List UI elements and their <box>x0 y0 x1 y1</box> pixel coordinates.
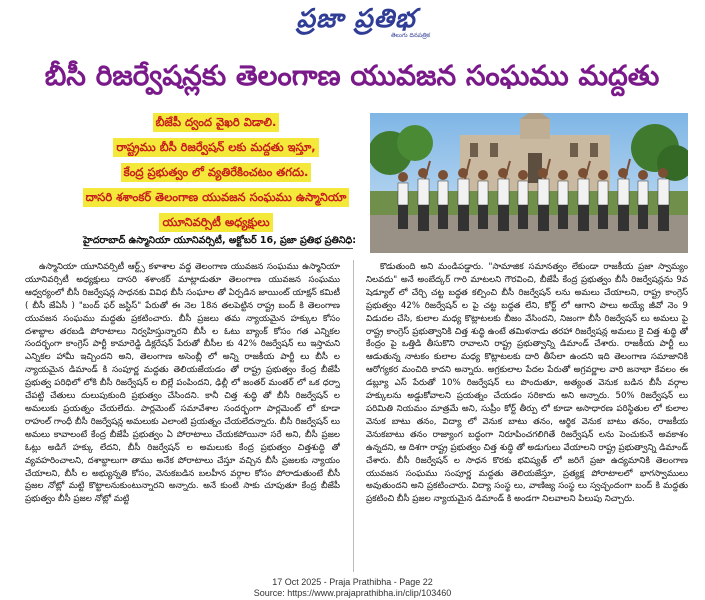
page-footer <box>0 577 705 599</box>
dateline: హైదరాబాద్ ఉస్మానియా యూనివర్సిటీ, అక్టోబర్ 16, ప్రజా ప్రతిభ ప్రతినిధి: <box>83 234 353 249</box>
article-headline: బీసీ రిజర్వేషన్లకు తెలంగాణ యువజన సంఘము మద్దతు <box>44 59 660 92</box>
highlight-line-4: దాసరి శశాంకర్ తెలంగాణ యువజన సంఘము ఉస్మానియా <box>83 188 350 207</box>
newspaper-logo <box>276 2 436 44</box>
masthead <box>0 0 705 48</box>
column-divider <box>353 260 354 572</box>
highlight-list <box>85 110 347 235</box>
highlight-line-2: రాష్ట్రము బీసీ రిజర్వేషన్ లకు మద్దతు ఇస్తూ, <box>113 138 318 157</box>
highlight-line-5: యూనివర్సిటీ అధ్యక్షులు <box>159 213 272 232</box>
news-photo <box>370 113 688 253</box>
footer-source-line: Source: https://www.prajaprathibha.in/clip/103460 <box>253 588 452 598</box>
group-photo-illustration <box>370 113 688 253</box>
logo-tagline: తెలుగు దినపత్రిక <box>390 32 430 39</box>
article-column-left <box>25 261 340 573</box>
article-column-right <box>366 261 688 573</box>
article-paragraph-left: ఉస్మానియా యూనివర్సిటీ ఆర్ట్స్ కళాశాల వద్ద తెలంగాణ యువజన సంఘము ఉస్మానియా యూనివర్సిటీ అధ్యక్షులు దాసరి శశాంకర్ మాట్లాడుతూ తెలంగాణ యువజన సంఘము ఆధ్వర్యంలో బీసీ రిజర్వేషన్ల సాధనకు వివిధ బీసీ సంఘాల తో ఏర్పడిన జాయింట్ యాక్షన్ కమిటీ ( బీసీ జేఏసీ ) "బంద్ ఫర్ జస్టిస్" పేరుతో ఈ నెల 18న తలపెట్టిన రాష్ట్ర బంద్ కి తెలంగాణ యువజన సంఘము మద్దతు ప్రకటించారు. బీసీ ప్రజలు తమ న్యాయమైన హక్కుల కోసం దశాబ్దాల తరబడి పోరాటాలు నిర్వహిస్తున్నారని బీసీ ల ఓటు బ్యాంక్ కోసం గత ఎన్నికల సందర్భంగా కాంగ్రెస్ పార్టీ కామారెడ్డి డిక్లరేషన్ పేరుతో బీసీల కు 42% రిజర్వేషన్ లు ఇస్తామని ఎన్నికల హామీ ఇచ్చిందని అని, తెలంగాణ అసెంబ్లీ లో అన్ని రాజకీయ పార్టీ లు బీసీ ల న్యాయమైన డిమాండ్ కి సంపూర్ణ మద్దతు తెలియజేయడం తో రాష్ట్ర ప్రభుత్వం కేంద్ర బీజేపీ ప్రభుత్వ పరిధిలో లోకి బీసీ రిజర్వేషన్ ల బిల్లే పంపిందని, ఢిల్లీ లో జంతర్ మంతర్ లో ఒక ధర్నా చేపట్టి చేతులు దులుపుకుంది ప్రభుత్వం చేసిందని. కానీ చిత్త శుద్ధి తో బీసీ రిజర్వేషన్ ల అమలుకు ప్రయత్నం చేయలేదు. పార్లమెంట్ సమావేశాల సందర్భంగా పార్లమెంట్ లో కూడా రాహుల్ గాంధీ బీసీ రిజర్వేషన్ల అమలుకు ఎలాంటి ప్రయత్నం చేయలేదన్నారు. బీసీ రిజర్వేషన్ లు అమలు కావాలంటే కేంద్ర బీజేపీ ప్రభుత్వం ఏ పోరాటాలు చేయకపోయినా సరే అని, బీసీ ప్రజల ఓట్లు అడిగే హక్కు లేదని, బీసీ రిజర్వేషన్ ల అమలుకు కేంద్ర ప్రభుత్వం చిత్తశుద్ధి తో వ్యవహరించాలని, దశాబ్దాలుగా తాము అనేక పోరాటాలు చేస్తూ వచ్చిన బీసీ ప్రజలకు న్యాయం చేయాలని, బీసీ ల అభ్యున్నతి కోసం, వెనుకబడిన బలహీన వర్గాల కోసం పోరాడుతుంటే బీసీ ప్రజల నోట్లో మట్టి కొట్టాలనుకుంటున్నారని అన్నారు. అనే కుంటి సాకు చూపుతూ కేంద్ర బీజేపీ ప్రభుత్వం బీసీ ప్రజల నోట్లో మట్టి <box>25 262 340 505</box>
article-paragraph-right: కొడుతుంది అని మండిపడ్డారు. "సామాజిక సమానత్వం లేకుండా రాజకీయ ప్రజా స్వామ్యం నిలవదు" అనే అంబేద్కర్ గారి మాటలని గౌరవించి, బీజేపీ కేంద్ర ప్రభుత్వం బీసీ రిజర్వేషన్లను 9వ షెడ్యూల్ లో చేర్చి చట్ట బద్ధత కల్పించి బీసీ రిజర్వేషన్ లను అమలు చేయాలని, రాష్ట్ర కాంగ్రెస్ ప్రభుత్వం 42% రిజర్వేషన్ ల పై చట్ట బద్ధత లేని, కోర్ట్ లో ఆగాని పాలు అయ్యే జీవో నెం 9 విడుదల చేసి, కులాల మధ్య కొట్లాటలకు బీజం వేసిందని, నిజంగా బీసీ రిజర్వేషన్ లు అమలు పై రాష్ట్ర కాంగ్రెస్ ప్రభుత్వానికి చిత్త శుద్ధి ఉంటే తమిళనాడు తరహా రిజర్వేషన్ల అమలు కై చిత్త శుద్ధి తో కేంద్రం పై ఒత్తిడి తీసుకొని రావాలని రాష్ట్ర ప్రభుత్వాన్ని డిమాండ్ చేశారు. రాజకీయ పార్టీ లు ఆడుతున్న నాటకం కులాల మధ్య కొట్లాటలకు దారి తీసేలా ఉందని ఇది తెలంగాణ సమాజానికి ఆరోగ్యకర మంచిది కాదని అన్నారు. అగ్రకులాల పేదల పేరుతో అగ్రవర్ణాల వారి జనాభా కేవలం ఈ డబ్ల్యూ ఎస్ పేరుతో 10% రిజర్వేషన్ లు పొందుతూ, అత్యంత వెనుక బడిన బీసీ వర్గాల హక్కులను అడ్డుకోవాలని ప్రయత్నం చేయడం సరికాదు అని అన్నారు. 50% రిజర్వేషన్ లు పరిమితి నియమం మాత్రమే అని, సుప్రీం కోర్ట్ తీర్పు లో కూడా అసాధారణ పరిస్థితుల లో కులాల వెనుక బాటు తనం, విద్యా లో వెనుక బాటు తనం, ఆర్థిక వెనుక బాటు తనం, రాజకీయ వెనుకబాటు తనం రాజ్యాంగ బద్ధంగా నిరూపించగలిగితే రిజర్వేషన్ లను పెంచుకునే అవకాశం ఉన్నదని, ఆ దిశగా రాష్ట్ర ప్రభుత్వం చిత్త శుద్ధి తో అడుగులు వేయాలని రాష్ట్ర ప్రభుత్వాన్ని డిమాండ్ చేశారు. బీసీ రిజర్వేషన్ ల సాధన కొరకు భవిష్యత్ లో జరిగే ప్రజా ఉద్యమానికి తెలంగాణ యువజన సంఘము సంపూర్ణ మద్దతు తెలియజేస్తూ, ప్రత్యక్ష పోరాటాలలో భాగస్వాములు అవుతుందని అని ప్రకటించారు. విద్యా సంస్థ లు, వాణిజ్య సంస్థ లు స్వచ్ఛందంగా బంద్ కి మద్దతు ప్రకటించి బీసీ ప్రజల న్యాయమైన డిమాండ్ కి అండగా నిలవాలని పిలుపు నిచ్చారు. <box>366 262 688 505</box>
highlight-line-1: బీజేపీ ద్వంద వైఖరి విడాలి. <box>153 113 280 132</box>
footer-date-line: 17 Oct 2025 - Praja Prathibha - Page 22 <box>272 577 433 587</box>
logo-text: ప్రజా ప్రతిభ <box>296 4 416 34</box>
highlight-line-3: కేంద్ర ప్రభుత్వం లో వ్యతిరేకించటం తగదు. <box>121 163 312 182</box>
